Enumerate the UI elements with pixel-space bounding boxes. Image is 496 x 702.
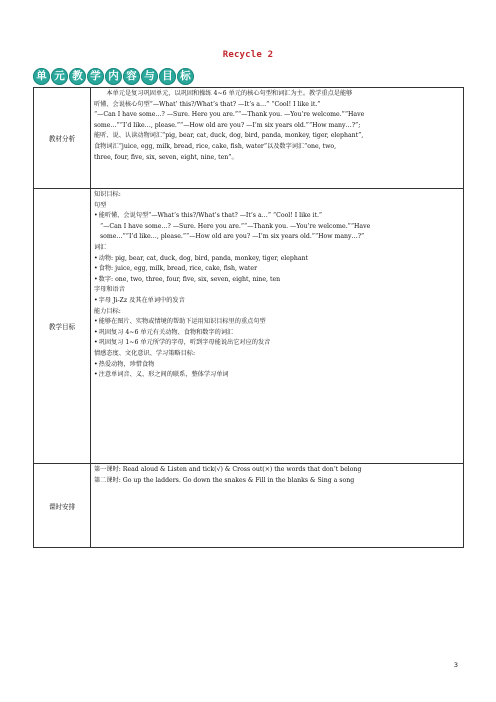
- banner-char: 内: [105, 68, 122, 85]
- vocab-line: • 数字: one, two, three, four, five, six, seven, eight, nine, ten: [94, 275, 460, 286]
- ability-line: • 巩固复习 4~6 单元有关动物、食物和数字的词汇: [94, 328, 460, 339]
- analysis-line: 食物词汇“juice, egg, milk, bread, rice, cake, fish, water”以及数字词汇“one, two,: [94, 142, 337, 150]
- schedule-row: [34, 464, 464, 548]
- analysis-line: 本单元是复习巩固单元，以巩固和操练 4~6 单元的核心句型和词汇为主。教学重点是能够: [106, 90, 353, 97]
- analysis-line: three, four, five, six, seven, eight, nine, ten”。: [94, 153, 238, 161]
- analysis-line: 能听、说、认读动物词汇“pig, bear, cat, duck, dog, bird, panda, monkey, tiger, elephant”,: [94, 132, 364, 140]
- lesson-line: 第二课时: Go up the ladders. Go down the snakes & Fill in the blanks & Sing a song: [94, 476, 355, 484]
- goals-label: 教学目标: [34, 189, 91, 464]
- vocab-heading: 词汇: [94, 243, 107, 251]
- banner-char: 标: [177, 68, 194, 85]
- sentence-heading: 句型: [94, 201, 107, 209]
- letters-line: • 字母 Ji-Zz 及其在单词中的发音: [94, 296, 460, 307]
- attitude-line: • 热爱动物，珍惜食物: [94, 360, 460, 371]
- document-title: Recycle 2: [222, 50, 274, 60]
- attitude-line: • 注意单词音、义、形之间的联系，整体学习单词: [94, 370, 460, 381]
- page-number: 3: [453, 661, 458, 669]
- banner-char: 学: [87, 68, 104, 85]
- banner-char: 元: [51, 68, 68, 85]
- banner-char: 目: [159, 68, 176, 85]
- attitude-heading: 情感态度、文化意识、学习策略目标:: [94, 349, 196, 357]
- analysis-line: “—Can I have some…? —Sure. Here you are.”“—Thank you. —You’re welcome.”“Have: [94, 111, 365, 119]
- schedule-label: 课时安排: [34, 464, 91, 548]
- banner-char: 与: [141, 68, 158, 85]
- ability-line: • 巩固复习 1~6 单元所学的字母，听到字母能说出它对应的发音: [94, 338, 460, 349]
- analysis-row: [34, 88, 464, 189]
- banner-char: 容: [123, 68, 140, 85]
- vocab-line: • 食物: juice, egg, milk, bread, rice, cake, fish, water: [94, 264, 460, 275]
- analysis-line: 听懂、会说核心句型“—What’ this?/What’s that? —It’s a…” “Cool! I like it.”: [94, 100, 321, 108]
- ability-line: • 能够在图片、实物或情境的帮助下运用知识目标里的重点句型: [94, 317, 460, 328]
- letters-heading: 字母和语音: [94, 286, 125, 294]
- analysis-line: some…”“I’d like…, please.”“—How old are you? —I’m six years old.”“How many…?”;: [94, 121, 361, 129]
- ability-heading: 能力目标:: [94, 307, 121, 315]
- sentence-line: “—Can I have some…? —Sure. Here you are.”“—Thank you. —You’re welcome.”“Have: [100, 222, 371, 230]
- lesson-plan-table: [33, 87, 464, 548]
- goals-content: [91, 189, 464, 464]
- banner-char: 教: [69, 68, 86, 85]
- section-banner: [33, 68, 194, 85]
- analysis-label: 教材分析: [34, 88, 91, 189]
- lesson-line: 第一课时: Read aloud & Listen and tick(√) & Cross out(×) the words that don’t belong: [94, 466, 362, 473]
- vocab-line: • 动物: pig, bear, cat, duck, dog, bird, panda, monkey, tiger, elephant: [94, 254, 460, 265]
- sentence-line: some…”“I’d like…, please.”“—How old are you? —I’m six years old.”“How many…?”: [100, 233, 365, 241]
- analysis-content: [91, 88, 464, 189]
- schedule-content: [91, 464, 464, 548]
- sentence-line: • 能听懂、会说句型“—What’s this?/What’s that? —It’s a…” “Cool! I like it.”: [94, 211, 460, 222]
- goals-row: [34, 189, 464, 464]
- banner-char: 单: [33, 68, 50, 85]
- knowledge-heading: 知识目标:: [94, 191, 121, 198]
